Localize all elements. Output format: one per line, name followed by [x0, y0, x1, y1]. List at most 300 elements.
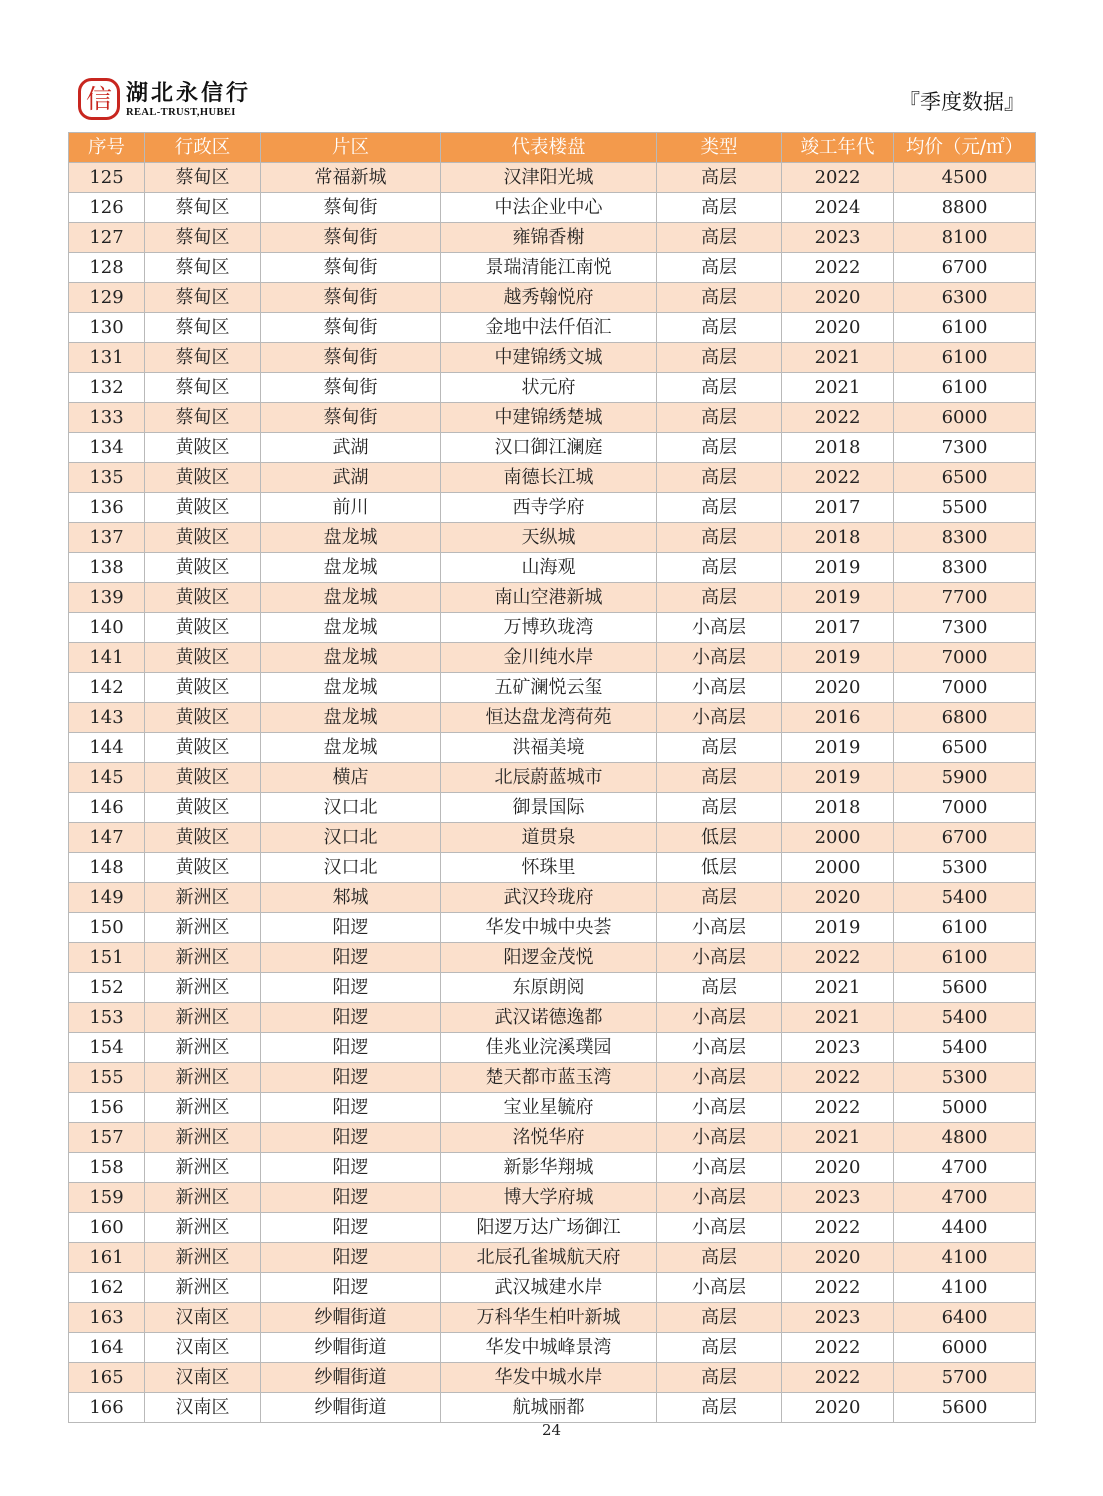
table-row — [69, 1393, 1036, 1423]
table-cell: 6100 — [894, 943, 1036, 973]
table-cell: 汉口御江澜庭 — [441, 433, 657, 463]
table-cell: 状元府 — [441, 373, 657, 403]
table-cell: 160 — [69, 1213, 145, 1243]
table-cell: 盘龙城 — [261, 613, 441, 643]
table-cell: 纱帽街道 — [261, 1393, 441, 1423]
table-cell: 高层 — [657, 313, 782, 343]
table-cell: 高层 — [657, 343, 782, 373]
table-cell: 武汉玲珑府 — [441, 883, 657, 913]
table-cell: 怀珠里 — [441, 853, 657, 883]
table-cell: 蔡甸街 — [261, 373, 441, 403]
table-cell: 2017 — [782, 493, 894, 523]
table-cell: 7300 — [894, 433, 1036, 463]
table-cell: 万博玖珑湾 — [441, 613, 657, 643]
table-row — [69, 1363, 1036, 1393]
table-row — [69, 1243, 1036, 1273]
table-cell: 163 — [69, 1303, 145, 1333]
table-cell: 2019 — [782, 763, 894, 793]
table-cell: 黄陂区 — [145, 763, 261, 793]
table-cell: 盘龙城 — [261, 643, 441, 673]
table-cell: 盘龙城 — [261, 523, 441, 553]
table-cell: 小高层 — [657, 943, 782, 973]
table-cell: 汉口北 — [261, 823, 441, 853]
table-row — [69, 583, 1036, 613]
table-cell: 2019 — [782, 583, 894, 613]
table-cell: 8300 — [894, 523, 1036, 553]
table-cell: 161 — [69, 1243, 145, 1273]
table-cell: 2020 — [782, 1393, 894, 1423]
table-cell: 5000 — [894, 1093, 1036, 1123]
table-row — [69, 1273, 1036, 1303]
table-cell: 高层 — [657, 583, 782, 613]
table-cell: 盘龙城 — [261, 733, 441, 763]
table-cell: 158 — [69, 1153, 145, 1183]
table-cell: 蔡甸区 — [145, 163, 261, 193]
table-row — [69, 1093, 1036, 1123]
table-cell: 2023 — [782, 1033, 894, 1063]
table-cell: 汉南区 — [145, 1303, 261, 1333]
table-cell: 2023 — [782, 1183, 894, 1213]
table-cell: 常福新城 — [261, 163, 441, 193]
table-cell: 黄陂区 — [145, 613, 261, 643]
table-cell: 145 — [69, 763, 145, 793]
table-cell: 2000 — [782, 823, 894, 853]
table-cell: 146 — [69, 793, 145, 823]
table-row — [69, 763, 1036, 793]
table-cell: 159 — [69, 1183, 145, 1213]
table-cell: 蔡甸街 — [261, 253, 441, 283]
table-cell: 2020 — [782, 313, 894, 343]
table-cell: 2021 — [782, 343, 894, 373]
table-cell: 2016 — [782, 703, 894, 733]
table-cell: 黄陂区 — [145, 493, 261, 523]
table-cell: 133 — [69, 403, 145, 433]
table-cell: 131 — [69, 343, 145, 373]
table-cell: 小高层 — [657, 643, 782, 673]
seal-char: 信 — [85, 85, 113, 115]
table-cell: 佳兆业浣溪璞园 — [441, 1033, 657, 1063]
table-cell: 7300 — [894, 613, 1036, 643]
table-cell: 景瑞清能江南悦 — [441, 253, 657, 283]
table-row — [69, 613, 1036, 643]
table-cell: 汉津阳光城 — [441, 163, 657, 193]
table-row — [69, 1303, 1036, 1333]
table-cell: 7000 — [894, 793, 1036, 823]
table-cell: 黄陂区 — [145, 553, 261, 583]
table-cell: 5900 — [894, 763, 1036, 793]
page-number: 24 — [541, 1421, 562, 1439]
table-cell: 高层 — [657, 1393, 782, 1423]
table-cell: 蔡甸街 — [261, 403, 441, 433]
table-cell: 小高层 — [657, 1183, 782, 1213]
table-cell: 4700 — [894, 1183, 1036, 1213]
table-cell: 道贯泉 — [441, 823, 657, 853]
table-row — [69, 1063, 1036, 1093]
table-body — [69, 163, 1036, 1423]
table-cell: 蔡甸街 — [261, 313, 441, 343]
table-cell: 蔡甸区 — [145, 343, 261, 373]
table-cell: 小高层 — [657, 1213, 782, 1243]
table-cell: 南山空港新城 — [441, 583, 657, 613]
table-cell: 162 — [69, 1273, 145, 1303]
table-cell: 小高层 — [657, 1003, 782, 1033]
table-cell: 148 — [69, 853, 145, 883]
table-cell: 高层 — [657, 883, 782, 913]
table-cell: 黄陂区 — [145, 853, 261, 883]
table-cell: 新洲区 — [145, 883, 261, 913]
table-cell: 越秀翰悦府 — [441, 283, 657, 313]
table-cell: 博大学府城 — [441, 1183, 657, 1213]
table-cell: 前川 — [261, 493, 441, 523]
table-cell: 2022 — [782, 1093, 894, 1123]
table-cell: 高层 — [657, 223, 782, 253]
table-cell: 2018 — [782, 793, 894, 823]
table-cell: 126 — [69, 193, 145, 223]
table-cell: 蔡甸街 — [261, 223, 441, 253]
table-cell: 高层 — [657, 283, 782, 313]
table-cell: 2022 — [782, 253, 894, 283]
table-cell: 新洲区 — [145, 1183, 261, 1213]
column-header: 行政区 — [145, 133, 261, 163]
table-cell: 蔡甸区 — [145, 373, 261, 403]
table-cell: 小高层 — [657, 1093, 782, 1123]
table-row — [69, 433, 1036, 463]
table-cell: 4100 — [894, 1243, 1036, 1273]
table-row — [69, 493, 1036, 523]
table-cell: 蔡甸街 — [261, 283, 441, 313]
table-cell: 小高层 — [657, 1033, 782, 1063]
table-cell: 蔡甸街 — [261, 343, 441, 373]
table-cell: 129 — [69, 283, 145, 313]
table-cell: 2021 — [782, 1123, 894, 1153]
table-cell: 小高层 — [657, 1153, 782, 1183]
table-cell: 2019 — [782, 553, 894, 583]
table-cell: 153 — [69, 1003, 145, 1033]
table-cell: 西寺学府 — [441, 493, 657, 523]
table-row — [69, 1033, 1036, 1063]
table-cell: 高层 — [657, 433, 782, 463]
table-cell: 阳逻 — [261, 1183, 441, 1213]
table-cell: 新洲区 — [145, 913, 261, 943]
table-cell: 山海观 — [441, 553, 657, 583]
table-row — [69, 463, 1036, 493]
table-row — [69, 1333, 1036, 1363]
table-cell: 武汉诺德逸都 — [441, 1003, 657, 1033]
company-name-cn: 湖北永信行 — [126, 81, 252, 106]
table-row — [69, 1153, 1036, 1183]
table-cell: 高层 — [657, 793, 782, 823]
section-tag: 『季度数据』 — [899, 90, 1025, 114]
table-cell: 142 — [69, 673, 145, 703]
table-cell: 2022 — [782, 1273, 894, 1303]
table-cell: 5400 — [894, 1003, 1036, 1033]
table-cell: 130 — [69, 313, 145, 343]
table-row — [69, 733, 1036, 763]
table-cell: 139 — [69, 583, 145, 613]
table-cell: 小高层 — [657, 913, 782, 943]
table-cell: 高层 — [657, 373, 782, 403]
table-cell: 黄陂区 — [145, 793, 261, 823]
table-cell: 5300 — [894, 1063, 1036, 1093]
table-cell: 155 — [69, 1063, 145, 1093]
table-cell: 128 — [69, 253, 145, 283]
table-cell: 新洲区 — [145, 1153, 261, 1183]
table-cell: 阳逻 — [261, 1003, 441, 1033]
table-cell: 2021 — [782, 373, 894, 403]
table-cell: 2020 — [782, 673, 894, 703]
table-cell: 蔡甸区 — [145, 223, 261, 253]
table-cell: 阳逻 — [261, 943, 441, 973]
table-cell: 高层 — [657, 253, 782, 283]
table-cell: 中建锦绣文城 — [441, 343, 657, 373]
table-cell: 南德长江城 — [441, 463, 657, 493]
table-cell: 154 — [69, 1033, 145, 1063]
table-cell: 黄陂区 — [145, 523, 261, 553]
table-cell: 2018 — [782, 433, 894, 463]
table-cell: 新洲区 — [145, 1123, 261, 1153]
table-cell: 144 — [69, 733, 145, 763]
table-row — [69, 193, 1036, 223]
table-cell: 5500 — [894, 493, 1036, 523]
table-cell: 5400 — [894, 1033, 1036, 1063]
table-cell: 7700 — [894, 583, 1036, 613]
table-cell: 武湖 — [261, 433, 441, 463]
table-cell: 2022 — [782, 1333, 894, 1363]
table-cell: 6100 — [894, 913, 1036, 943]
table-cell: 2022 — [782, 1363, 894, 1393]
table-cell: 低层 — [657, 823, 782, 853]
company-name-en: REAL-TRUST,HUBEI — [126, 107, 236, 118]
table-cell: 高层 — [657, 1333, 782, 1363]
table-cell: 蔡甸区 — [145, 403, 261, 433]
table-cell: 2017 — [782, 613, 894, 643]
table-cell: 低层 — [657, 853, 782, 883]
table-cell: 6100 — [894, 313, 1036, 343]
table-cell: 阳逻 — [261, 1153, 441, 1183]
table-cell: 8800 — [894, 193, 1036, 223]
table-cell: 6000 — [894, 403, 1036, 433]
table-cell: 5600 — [894, 1393, 1036, 1423]
table-cell: 165 — [69, 1363, 145, 1393]
table-cell: 中法企业中心 — [441, 193, 657, 223]
table-cell: 黄陂区 — [145, 583, 261, 613]
column-header: 序号 — [69, 133, 145, 163]
table-cell: 洪福美境 — [441, 733, 657, 763]
table-cell: 黄陂区 — [145, 673, 261, 703]
seal-logo-icon — [78, 78, 120, 120]
table-cell: 汉南区 — [145, 1393, 261, 1423]
table-cell: 2021 — [782, 973, 894, 1003]
table-cell: 7000 — [894, 643, 1036, 673]
table-row — [69, 643, 1036, 673]
table-cell: 黄陂区 — [145, 643, 261, 673]
table-cell: 华发中城峰景湾 — [441, 1333, 657, 1363]
table-row — [69, 373, 1036, 403]
table-cell: 2023 — [782, 1303, 894, 1333]
table-cell: 黄陂区 — [145, 703, 261, 733]
table-cell: 纱帽街道 — [261, 1303, 441, 1333]
table-row — [69, 403, 1036, 433]
table-cell: 高层 — [657, 763, 782, 793]
table-cell: 新洲区 — [145, 1273, 261, 1303]
table-cell: 127 — [69, 223, 145, 253]
table-cell: 2021 — [782, 1003, 894, 1033]
table-cell: 横店 — [261, 763, 441, 793]
table-cell: 阳逻 — [261, 1093, 441, 1123]
table-cell: 5300 — [894, 853, 1036, 883]
table-cell: 2018 — [782, 523, 894, 553]
table-cell: 6800 — [894, 703, 1036, 733]
table-cell: 阳逻 — [261, 1063, 441, 1093]
table-cell: 高层 — [657, 733, 782, 763]
table-cell: 天纵城 — [441, 523, 657, 553]
table-cell: 中建锦绣楚城 — [441, 403, 657, 433]
table-row — [69, 793, 1036, 823]
table-cell: 恒达盘龙湾荷苑 — [441, 703, 657, 733]
table-cell: 164 — [69, 1333, 145, 1363]
table-cell: 武汉城建水岸 — [441, 1273, 657, 1303]
table-cell: 2022 — [782, 1213, 894, 1243]
table-cell: 2022 — [782, 1063, 894, 1093]
table-cell: 阳逻 — [261, 1243, 441, 1273]
table-cell: 2019 — [782, 643, 894, 673]
table-cell: 小高层 — [657, 613, 782, 643]
table-cell: 高层 — [657, 493, 782, 523]
table-cell: 高层 — [657, 163, 782, 193]
table-cell: 高层 — [657, 1303, 782, 1333]
table-cell: 盘龙城 — [261, 583, 441, 613]
table-row — [69, 913, 1036, 943]
table-cell: 136 — [69, 493, 145, 523]
table-cell: 华发中城水岸 — [441, 1363, 657, 1393]
table-cell: 华发中城中央荟 — [441, 913, 657, 943]
table-row — [69, 1183, 1036, 1213]
table-cell: 6100 — [894, 343, 1036, 373]
table-cell: 东原朗阅 — [441, 973, 657, 1003]
table-cell: 纱帽街道 — [261, 1333, 441, 1363]
table-cell: 149 — [69, 883, 145, 913]
table-cell: 金川纯水岸 — [441, 643, 657, 673]
table-cell: 高层 — [657, 1243, 782, 1273]
table-cell: 6100 — [894, 373, 1036, 403]
page-header — [78, 76, 1035, 124]
table-cell: 125 — [69, 163, 145, 193]
table-cell: 6700 — [894, 253, 1036, 283]
table-cell: 2020 — [782, 283, 894, 313]
table-cell: 8100 — [894, 223, 1036, 253]
table-cell: 5600 — [894, 973, 1036, 1003]
table-cell: 8300 — [894, 553, 1036, 583]
table-cell: 143 — [69, 703, 145, 733]
table-cell: 140 — [69, 613, 145, 643]
table-cell: 小高层 — [657, 1063, 782, 1093]
table-cell: 5700 — [894, 1363, 1036, 1393]
table-cell: 汉南区 — [145, 1363, 261, 1393]
table-row — [69, 223, 1036, 253]
table-cell: 2020 — [782, 1243, 894, 1273]
table-cell: 137 — [69, 523, 145, 553]
table-cell: 蔡甸区 — [145, 283, 261, 313]
table-cell: 141 — [69, 643, 145, 673]
table-cell: 新洲区 — [145, 1243, 261, 1273]
table-cell: 6500 — [894, 463, 1036, 493]
table-cell: 北辰孔雀城航天府 — [441, 1243, 657, 1273]
table-cell: 135 — [69, 463, 145, 493]
table-cell: 2024 — [782, 193, 894, 223]
table-cell: 盘龙城 — [261, 703, 441, 733]
table-cell: 新洲区 — [145, 1093, 261, 1123]
table-cell: 盘龙城 — [261, 673, 441, 703]
table-cell: 151 — [69, 943, 145, 973]
table-cell: 小高层 — [657, 673, 782, 703]
table-cell: 高层 — [657, 973, 782, 1003]
table-cell: 小高层 — [657, 1273, 782, 1303]
table-cell: 2019 — [782, 913, 894, 943]
table-cell: 4400 — [894, 1213, 1036, 1243]
table-cell: 黄陂区 — [145, 433, 261, 463]
table-cell: 132 — [69, 373, 145, 403]
table-cell: 4100 — [894, 1273, 1036, 1303]
table-cell: 纱帽街道 — [261, 1363, 441, 1393]
table-cell: 2022 — [782, 463, 894, 493]
table-cell: 小高层 — [657, 703, 782, 733]
table-cell: 156 — [69, 1093, 145, 1123]
table-cell: 武湖 — [261, 463, 441, 493]
table-cell: 6700 — [894, 823, 1036, 853]
table-cell: 阳逻 — [261, 1213, 441, 1243]
table-row — [69, 883, 1036, 913]
table-cell: 7000 — [894, 673, 1036, 703]
table-cell: 2020 — [782, 883, 894, 913]
table-cell: 楚天都市蓝玉湾 — [441, 1063, 657, 1093]
table-row — [69, 253, 1036, 283]
table-cell: 2023 — [782, 223, 894, 253]
table-cell: 雍锦香榭 — [441, 223, 657, 253]
table-cell: 6400 — [894, 1303, 1036, 1333]
table-row — [69, 163, 1036, 193]
table-cell: 御景国际 — [441, 793, 657, 823]
table-row — [69, 343, 1036, 373]
table-row — [69, 973, 1036, 1003]
table-row — [69, 523, 1036, 553]
table-cell: 157 — [69, 1123, 145, 1153]
table-cell: 汉口北 — [261, 853, 441, 883]
table-cell: 阳逻 — [261, 1273, 441, 1303]
table-cell: 2022 — [782, 163, 894, 193]
table-cell: 阳逻 — [261, 1033, 441, 1063]
table-row — [69, 703, 1036, 733]
table-cell: 汉口北 — [261, 793, 441, 823]
table-row — [69, 1213, 1036, 1243]
table-row — [69, 853, 1036, 883]
table-cell: 4500 — [894, 163, 1036, 193]
column-header: 竣工年代 — [782, 133, 894, 163]
table-cell: 阳逻 — [261, 973, 441, 1003]
table-cell: 147 — [69, 823, 145, 853]
table-row — [69, 1003, 1036, 1033]
table-cell: 134 — [69, 433, 145, 463]
table-cell: 汉南区 — [145, 1333, 261, 1363]
table-cell: 万科华生柏叶新城 — [441, 1303, 657, 1333]
table-cell: 蔡甸区 — [145, 193, 261, 223]
table-cell: 2020 — [782, 1153, 894, 1183]
table-cell: 新洲区 — [145, 973, 261, 1003]
price-table — [68, 132, 1036, 1423]
table-cell: 航城丽都 — [441, 1393, 657, 1423]
table-row — [69, 673, 1036, 703]
table-row — [69, 553, 1036, 583]
table-cell: 4700 — [894, 1153, 1036, 1183]
